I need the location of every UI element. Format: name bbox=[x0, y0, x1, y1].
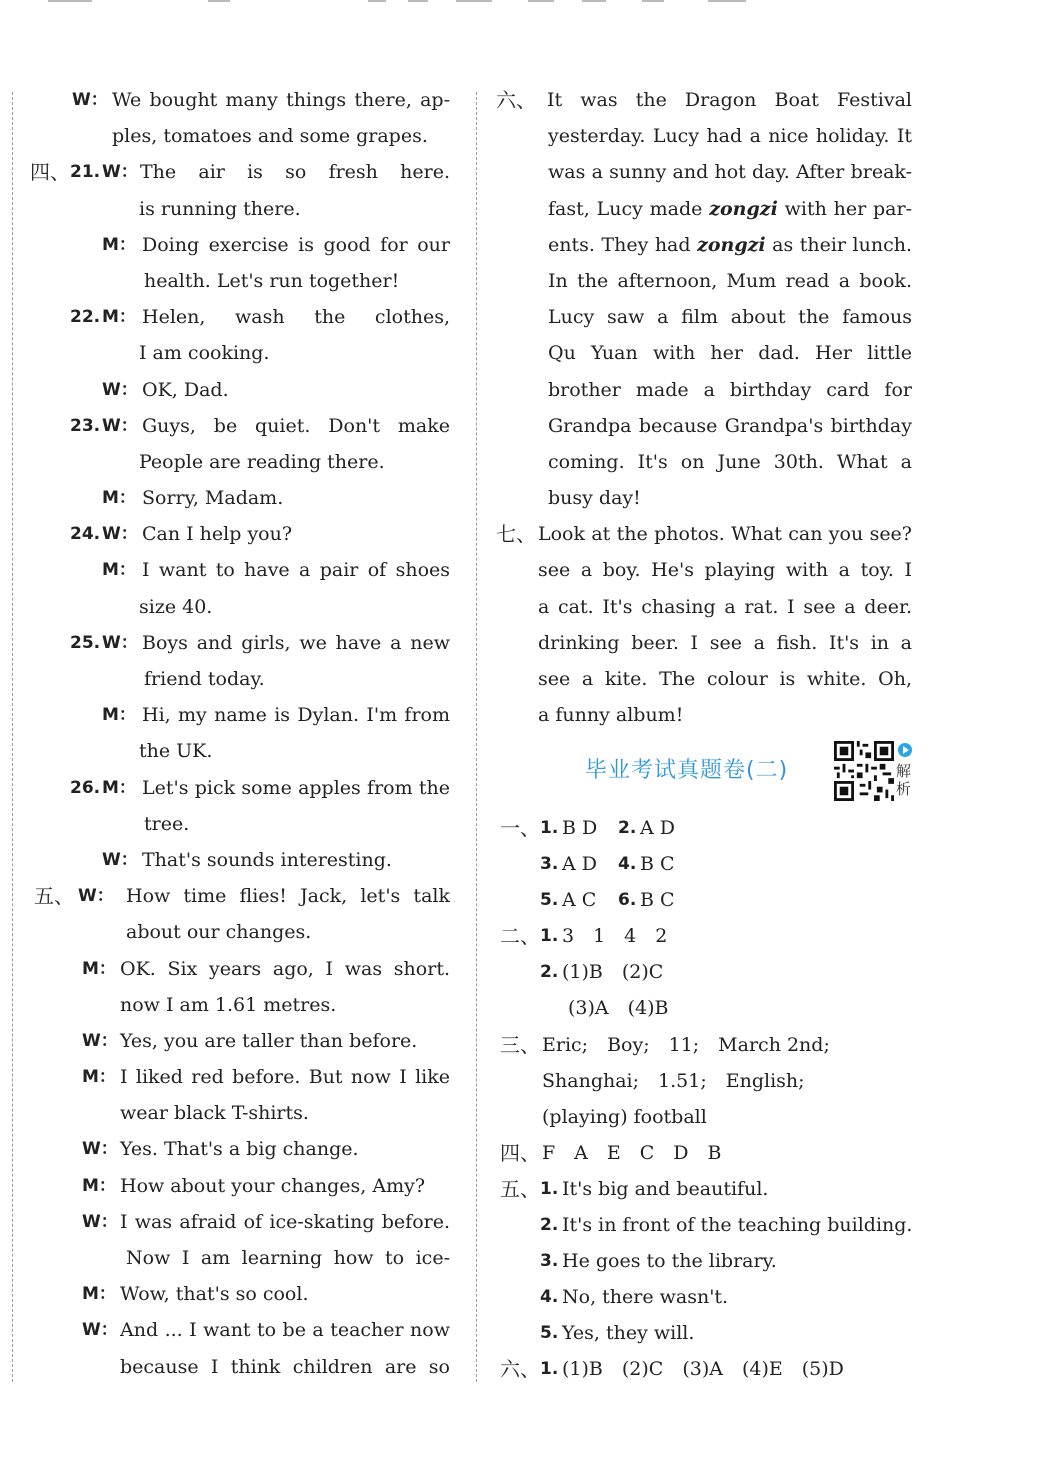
transcript-line bbox=[496, 154, 916, 190]
speaker-label: W： bbox=[102, 849, 138, 870]
speaker-label: W： bbox=[102, 379, 138, 400]
transcript-line bbox=[30, 1240, 450, 1276]
speaker-label: M： bbox=[102, 705, 136, 726]
line-text: see a kite. The colour is white. Oh, bbox=[538, 668, 912, 690]
line-text: is running there. bbox=[139, 197, 301, 220]
line-text: Look at the photos. What can you see? bbox=[538, 523, 912, 546]
answer-line bbox=[500, 1243, 920, 1279]
transcript-line bbox=[496, 661, 916, 697]
transcript-line bbox=[496, 589, 916, 625]
transcript-line bbox=[30, 1276, 450, 1312]
line-text: The air is so fresh here. bbox=[140, 161, 450, 184]
question-number: 2. bbox=[618, 818, 637, 838]
answer-key bbox=[500, 810, 920, 1388]
transcript-line bbox=[30, 661, 450, 697]
answer-line bbox=[500, 846, 920, 882]
transcript-line bbox=[30, 227, 450, 263]
line-text: a cat. It's chasing a rat. I see a deer. bbox=[538, 595, 912, 618]
question-number: 25. bbox=[70, 632, 101, 653]
line-text: Yes. That's a big change. bbox=[120, 1138, 359, 1161]
transcript-line bbox=[496, 516, 916, 552]
question-number: 4. bbox=[540, 1287, 559, 1308]
speaker-label: W： bbox=[82, 1139, 118, 1160]
question-number: 3. bbox=[540, 1251, 559, 1272]
line-text: ents. They had zongzi as their lunch. bbox=[548, 233, 912, 256]
transcript-line bbox=[496, 480, 916, 516]
speaker-label: W： bbox=[102, 415, 138, 436]
transcript-line bbox=[30, 1095, 450, 1131]
speaker-label: W： bbox=[72, 90, 108, 110]
column-divider-dashed-line bbox=[476, 92, 477, 1382]
speaker-label: M： bbox=[102, 234, 136, 255]
transcript-line bbox=[30, 770, 450, 806]
answer-line bbox=[500, 1171, 920, 1207]
play-icon[interactable] bbox=[898, 743, 912, 757]
section-number: 五、 bbox=[34, 884, 74, 909]
answer-line bbox=[500, 1207, 920, 1243]
transcript-line bbox=[496, 82, 916, 118]
question-number: 2. bbox=[540, 962, 559, 983]
section-number: 一、 bbox=[500, 816, 540, 840]
line-text: Wow, that's so cool. bbox=[120, 1283, 309, 1306]
left-column-transcript bbox=[30, 82, 450, 1385]
question-number: 1. bbox=[540, 1359, 559, 1380]
line-text: It was the Dragon Boat Festival bbox=[547, 89, 912, 111]
line-text: Boys and girls, we have a new bbox=[142, 631, 450, 654]
section-number: 三、 bbox=[500, 1032, 540, 1057]
answer-line bbox=[500, 990, 920, 1026]
transcript-line bbox=[30, 842, 450, 878]
section-number: 六、 bbox=[500, 1357, 540, 1382]
line-text: Hi, my name is Dylan. I'm from bbox=[142, 704, 450, 727]
transcript-line bbox=[30, 625, 450, 661]
transcript-line bbox=[30, 951, 450, 987]
answer-text: Shanghai; 1.51; English; bbox=[542, 1069, 805, 1092]
transcript-line bbox=[30, 878, 450, 914]
line-text: friend today. bbox=[144, 668, 265, 690]
transcript-line bbox=[30, 1059, 450, 1095]
answer-line bbox=[500, 1351, 920, 1387]
answer-text: No, there wasn't. bbox=[562, 1286, 729, 1309]
answer-line bbox=[500, 1063, 920, 1099]
speaker-label: W： bbox=[82, 1211, 118, 1232]
speaker-label: W： bbox=[102, 162, 138, 183]
transcript-line bbox=[496, 191, 916, 227]
transcript-line bbox=[30, 1131, 450, 1167]
answer-line bbox=[500, 918, 920, 954]
transcript-line bbox=[496, 444, 916, 480]
line-text: OK, Dad. bbox=[142, 378, 229, 401]
transcript-line bbox=[30, 372, 450, 408]
speaker-label: W： bbox=[102, 524, 138, 545]
question-number: 3. bbox=[540, 854, 559, 875]
answer-text: He goes to the library. bbox=[562, 1250, 777, 1273]
qr-label: 解析 bbox=[896, 762, 912, 798]
transcript-line bbox=[30, 589, 450, 625]
line-text: see a boy. He's playing with a toy. I bbox=[538, 559, 912, 582]
transcript-line bbox=[30, 480, 450, 516]
line-text: How about your changes, Amy? bbox=[120, 1174, 426, 1197]
answer-text: (playing) football bbox=[542, 1105, 707, 1128]
transcript-line bbox=[496, 625, 916, 661]
line-text: tree. bbox=[144, 812, 190, 835]
transcript-line bbox=[30, 914, 450, 950]
answer-line bbox=[500, 1135, 920, 1171]
answer-line bbox=[500, 1315, 920, 1351]
line-text: Doing exercise is good for our bbox=[142, 233, 450, 256]
answer-text: It's in front of the teaching building. bbox=[562, 1214, 913, 1237]
answer-text: A D bbox=[562, 853, 597, 876]
line-text: And ... I want to be a teacher now bbox=[120, 1319, 450, 1342]
transcript-line bbox=[30, 697, 450, 733]
answer-text: F A E C D B bbox=[542, 1141, 722, 1164]
speaker-label: W： bbox=[78, 886, 114, 907]
line-text: size 40. bbox=[139, 595, 213, 618]
question-number: 5. bbox=[540, 890, 559, 911]
transcript-line bbox=[30, 987, 450, 1023]
question-number: 21. bbox=[70, 162, 101, 183]
line-text: Helen, wash the clothes, bbox=[142, 306, 450, 329]
answer-text: B D bbox=[562, 817, 598, 839]
speaker-label: M： bbox=[102, 488, 136, 509]
speaker-label: M： bbox=[82, 1175, 116, 1196]
section-number: 四、 bbox=[500, 1140, 540, 1165]
answer-text: Yes, they will. bbox=[562, 1322, 695, 1345]
answer-text: It's big and beautiful. bbox=[562, 1177, 769, 1200]
answer-line bbox=[500, 810, 920, 846]
line-text: fast, Lucy made zongzi with her par- bbox=[548, 197, 912, 220]
answer-text: B C bbox=[640, 889, 675, 912]
line-text: Can I help you? bbox=[142, 523, 293, 546]
transcript-line bbox=[496, 408, 916, 444]
question-number: 6. bbox=[618, 890, 637, 911]
transcript-line bbox=[496, 263, 916, 299]
line-text: Let's pick some apples from the bbox=[142, 776, 450, 799]
speaker-label: M： bbox=[82, 1284, 116, 1305]
line-text: Grandpa because Grandpa's birthday bbox=[548, 414, 912, 437]
transcript-line bbox=[30, 1204, 450, 1240]
answer-line bbox=[500, 1027, 920, 1063]
line-text: Sorry, Madam. bbox=[142, 487, 284, 510]
line-text: I am cooking. bbox=[139, 342, 270, 365]
question-number: 4. bbox=[618, 854, 637, 875]
line-text: OK. Six years ago, I was short. bbox=[120, 957, 450, 980]
answer-line bbox=[500, 954, 920, 990]
transcript-line bbox=[496, 552, 916, 588]
line-text: brother made a birthday card for bbox=[548, 378, 912, 401]
answer-text: (1)B (2)C bbox=[562, 961, 664, 984]
transcript-line bbox=[30, 335, 450, 371]
transcript-line bbox=[496, 335, 916, 371]
line-text: drinking beer. I see a fish. It's in a bbox=[538, 631, 912, 654]
transcript-line bbox=[30, 1312, 450, 1348]
speaker-label: W： bbox=[82, 1030, 118, 1051]
transcript-line bbox=[30, 118, 450, 154]
answer-text: Eric; Boy; 11; March 2nd; bbox=[542, 1033, 830, 1056]
transcript-line bbox=[30, 82, 450, 118]
question-number: 23. bbox=[70, 415, 101, 436]
question-number: 1. bbox=[540, 818, 559, 838]
line-text: In the afternoon, Mum read a book. bbox=[548, 269, 912, 292]
line-text: busy day! bbox=[548, 487, 641, 510]
question-number: 2. bbox=[540, 1215, 559, 1236]
transcript-line bbox=[30, 263, 450, 299]
transcript-line bbox=[30, 299, 450, 335]
question-number: 1. bbox=[540, 1178, 559, 1199]
transcript-line bbox=[30, 1349, 450, 1385]
transcript-line bbox=[496, 372, 916, 408]
transcript-line bbox=[30, 516, 450, 552]
right-column-transcript bbox=[496, 82, 916, 733]
section-number: 七、 bbox=[496, 522, 536, 547]
transcript-line bbox=[30, 1168, 450, 1204]
answer-text: 3 1 4 2 bbox=[562, 925, 668, 948]
line-text: health. Let's run together! bbox=[144, 269, 400, 292]
speaker-label: M： bbox=[82, 958, 116, 979]
section-number: 二、 bbox=[500, 924, 540, 949]
line-text: Qu Yuan with her dad. Her little bbox=[548, 342, 912, 365]
section-number: 六、 bbox=[496, 88, 536, 112]
transcript-line bbox=[30, 191, 450, 227]
question-number: 24. bbox=[70, 524, 101, 545]
answer-text: A D bbox=[640, 817, 675, 839]
line-text: wear black T-shirts. bbox=[120, 1102, 309, 1125]
line-text: now I am 1.61 metres. bbox=[120, 993, 337, 1016]
question-number: 22. bbox=[70, 307, 101, 328]
line-text: We bought many things there, ap- bbox=[112, 89, 450, 111]
question-number: 5. bbox=[540, 1323, 559, 1344]
section-banner-title: 毕业考试真题卷(二) bbox=[585, 758, 789, 783]
top-edge-marks bbox=[0, 0, 1055, 6]
answer-text: (3)A (4)B bbox=[568, 997, 669, 1020]
line-text: I was afraid of ice-skating before. bbox=[120, 1210, 450, 1233]
speaker-label: M： bbox=[102, 307, 136, 328]
question-number: 26. bbox=[70, 777, 101, 798]
section-number: 五、 bbox=[500, 1176, 540, 1201]
transcript-line bbox=[30, 733, 450, 769]
line-text: was a sunny and hot day. After break- bbox=[548, 161, 912, 184]
transcript-line bbox=[496, 118, 916, 154]
transcript-line bbox=[30, 1023, 450, 1059]
line-text: coming. It's on June 30th. What a bbox=[548, 450, 912, 473]
line-text: Lucy saw a film about the famous bbox=[548, 306, 912, 329]
speaker-label: M： bbox=[82, 1067, 116, 1088]
speaker-label: W： bbox=[82, 1320, 118, 1341]
answer-text: A C bbox=[562, 889, 597, 912]
speaker-label: M： bbox=[102, 560, 136, 581]
line-text: People are reading there. bbox=[139, 450, 385, 473]
speaker-label: W： bbox=[102, 632, 138, 653]
transcript-line bbox=[496, 227, 916, 263]
question-number: 1. bbox=[540, 926, 559, 947]
answer-line bbox=[500, 1279, 920, 1315]
answer-text: (1)B (2)C (3)A (4)E (5)D bbox=[562, 1358, 844, 1381]
left-margin-dashed-line bbox=[12, 92, 13, 1382]
transcript-line bbox=[30, 408, 450, 444]
line-text: How time flies! Jack, let's talk bbox=[126, 885, 450, 908]
line-text: Now I am learning how to ice- bbox=[126, 1247, 450, 1269]
line-text: a funny album! bbox=[538, 704, 684, 727]
line-text: the UK. bbox=[139, 740, 213, 763]
line-text: That's sounds interesting. bbox=[142, 848, 392, 871]
speaker-label: M： bbox=[102, 777, 136, 798]
answer-line bbox=[500, 882, 920, 918]
line-text: because I think children are so bbox=[120, 1355, 450, 1378]
transcript-line bbox=[30, 154, 450, 190]
line-text: ples, tomatoes and some grapes. bbox=[112, 125, 428, 148]
transcript-line bbox=[30, 444, 450, 480]
answer-text: B C bbox=[640, 853, 675, 876]
line-text: Yes, you are taller than before. bbox=[120, 1029, 418, 1052]
line-text: about our changes. bbox=[126, 921, 312, 944]
answer-line bbox=[500, 1099, 920, 1135]
section-number: 四、 bbox=[30, 160, 70, 185]
transcript-line bbox=[30, 806, 450, 842]
transcript-line bbox=[496, 299, 916, 335]
transcript-line bbox=[30, 552, 450, 588]
qr-code-icon[interactable] bbox=[833, 741, 895, 801]
line-text: Guys, be quiet. Don't make bbox=[142, 414, 450, 437]
line-text: I liked red before. But now I like bbox=[120, 1066, 450, 1089]
line-text: I want to have a pair of shoes bbox=[142, 559, 450, 582]
line-text: yesterday. Lucy had a nice holiday. It bbox=[548, 125, 912, 148]
transcript-line bbox=[496, 697, 916, 733]
